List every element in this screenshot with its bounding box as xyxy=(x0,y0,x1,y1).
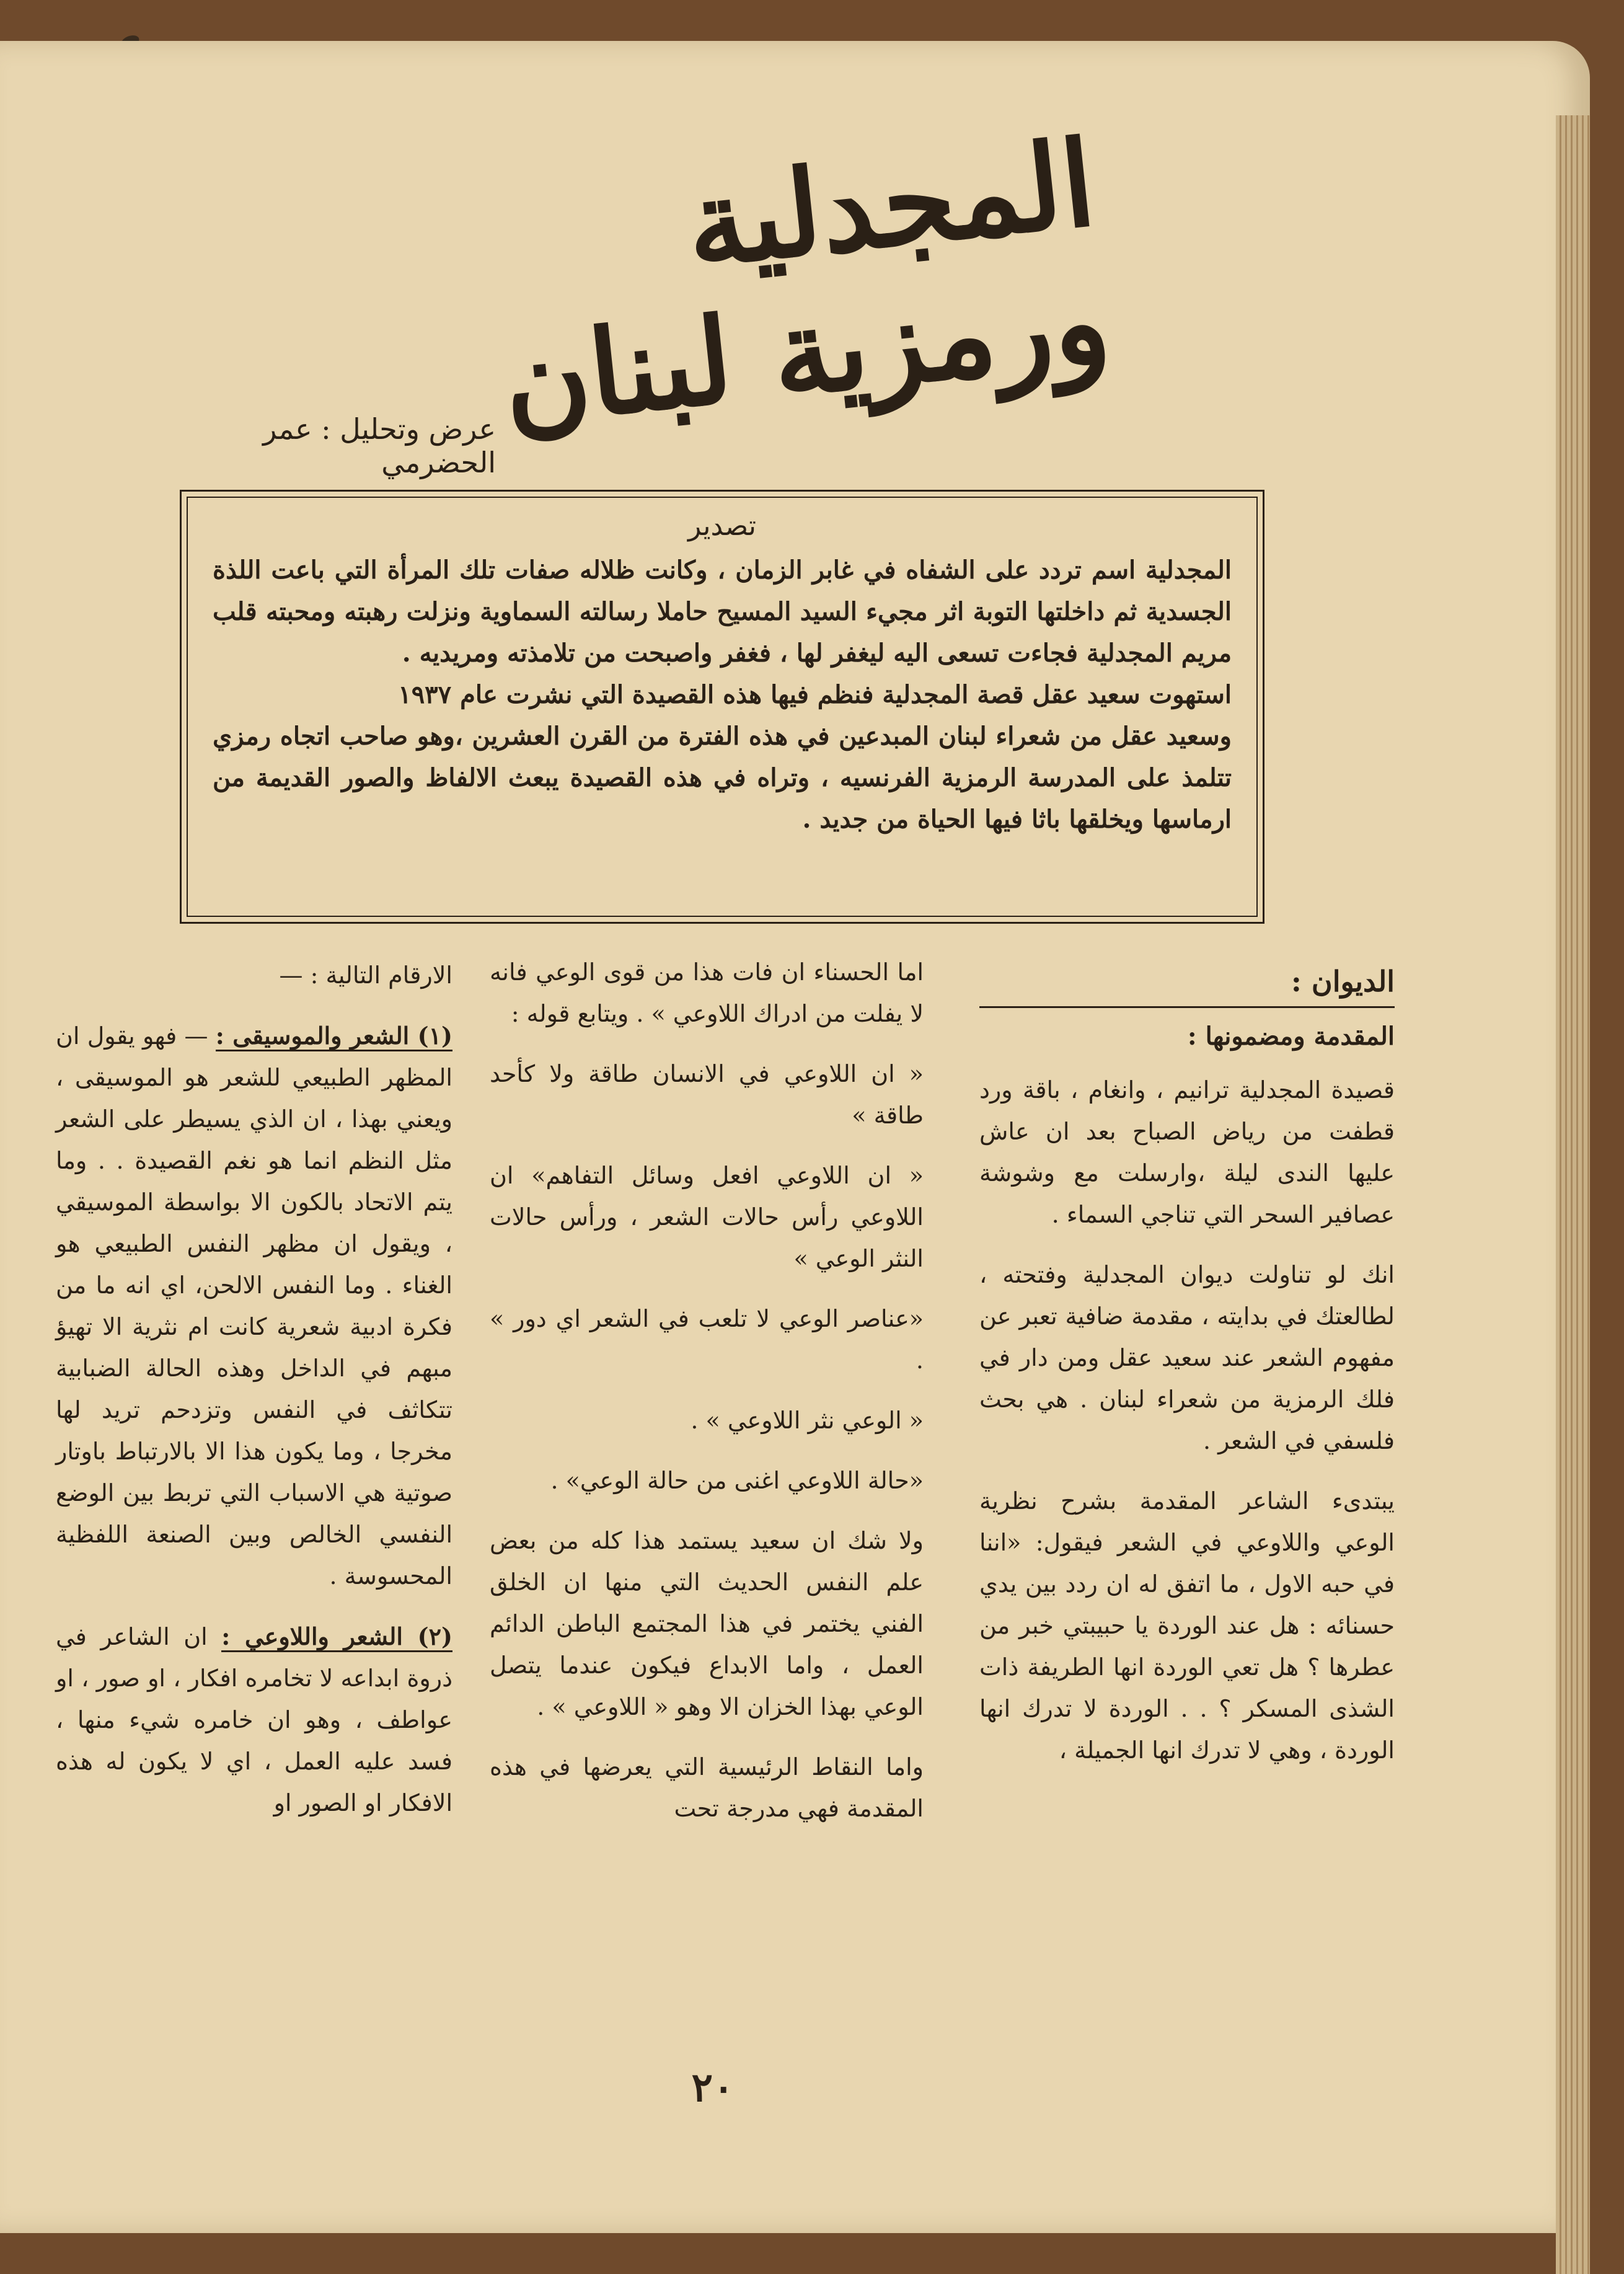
byline: عرض وتحليل : عمر الحضرمي xyxy=(263,412,496,479)
page-number: ٢٠ xyxy=(691,2064,735,2111)
paragraph: ولا شك ان سعيد يستمد هذا كله من بعض علم النفس الحديث التي منها ان الخلق الفني يختمر في هذا المجتمع الباطن الدائم العمل ، واما الابداع فيكون عندما يتصل الوعي بهذا الخزان الا وهو « اللاوعي » . xyxy=(490,1527,924,1720)
quote: « ان اللاوعي في الانسان طاقة ولا كأحد طاقة » xyxy=(490,1060,924,1129)
section-rule xyxy=(979,1006,1395,1008)
paragraph: قصيدة المجدلية ترانيم ، وانغام ، باقة ورد قطفت من رياض الصباح بعد ان عاش عليها الندى ليلة ،وارسلت مع وشوشة عصافير السحر التي تناجي السماء . xyxy=(979,1076,1395,1228)
section-title-diwan: الديوان : xyxy=(1291,965,1395,998)
item-1-text: — فهو يقول ان المظهر الطبيعي للشعر هو الموسيقى ، ويعني بهذا ، ان الذي يسيطر على الشعر مثل النظم انما هو نغم القصيدة . . وما يتم الاتحاد بالكون الا بواسطة الموسيقي ، ويقول ان مظهر النفس الطبيعي هو الغناء . وما النفس الالحن، اي انه ما من فكرة ادبية شعرية كانت ام نثرية الا تهيؤ مبهم في الداخل وهذه الحالة الضبابية تتكاثف في النفس وتزدحم تريد لها مخرجا ، وما يكون هذا الا بالارتباط باوتار صوتية هي الاسباب التي تربط بين الوضع النفسي الخالص وبين الصنعة اللفظية المحسوسة . xyxy=(56,1022,452,1590)
item-1 xyxy=(56,1015,452,1597)
column-middle xyxy=(490,952,924,1848)
item-2-heading: (٢) الشعر واللاوعي : xyxy=(221,1622,452,1652)
subsection-title: المقدمة ومضمونها : xyxy=(1187,1022,1395,1051)
paragraph: يبتدىء الشاعر المقدمة بشرح نظرية الوعي واللاوعي في الشعر فيقول: «اننا في حبه الاول ، ما اتفق له ان ردد بين يدي حسنائه : هل عند الوردة يا حبيبتي خبر من عطرها ؟ هل تعي الوردة انها الطريفة ذات الشذى المسكر ؟ . . الوردة لا تدرك انها الوردة ، وهي لا تدرك انها الجميلة ، xyxy=(979,1487,1395,1764)
intro-paragraph: وسعيد عقل من شعراء لبنان المبدعين في هذه الفترة من القرن العشرين ،وهو صاحب اتجاه رمزي تتلمذ على المدرسة الرمزية الفرنسيه ، وتراه في هذه القصيدة يبعث الالفاظ والصور القديمة من ارماسها ويخلقها باثا فيها الحياة من جديد . xyxy=(213,722,1232,834)
quote: «عناصر الوعي لا تلعب في الشعر اي دور » . xyxy=(490,1305,924,1374)
article-title: المجدلية ورمزية لبنان xyxy=(496,113,1116,453)
page-edges xyxy=(1556,115,1590,2274)
quote: «حالة اللاوعي اغنى من حالة الوعي» . xyxy=(550,1467,924,1494)
paragraph: واما النقاط الرئيسية التي يعرضها في هذه المقدمة فهي مدرجة تحت xyxy=(490,1753,924,1822)
paragraph: الارقام التالية : — xyxy=(279,962,452,989)
intro-box xyxy=(180,490,1264,924)
item-1-heading: (١) الشعر والموسيقى : xyxy=(216,1022,452,1051)
item-2-text: ان الشاعر في ذروة ابداعه لا تخامره افكار ، او صور ، او عواطف ، وهو ان خامره شيء منها ، فسد عليه العمل ، اي لا يكون له هذه الافكار او الصور او xyxy=(56,1623,452,1816)
quote: « ان اللاوعي افعل وسائل التفاهم» ان اللاوعي رأس حالات الشعر ، ورأس حالات النثر الوعي » xyxy=(490,1162,924,1272)
item-2 xyxy=(56,1616,452,1824)
column-left xyxy=(56,955,452,1843)
quote: « الوعي نثر اللاوعي » . xyxy=(691,1407,924,1434)
intro-box-inner xyxy=(187,497,1258,917)
column-right xyxy=(979,961,1395,1790)
intro-heading: تصدير xyxy=(687,510,757,542)
intro-paragraph: استهوت سعيد عقل قصة المجدلية فنظم فيها هذه القصيدة التي نشرت عام ١٩٣٧ xyxy=(398,680,1232,709)
paragraph: اما الحسناء ان فات هذا من قوى الوعي فانه لا يفلت من ادراك اللاوعي » . ويتابع قوله : xyxy=(490,958,924,1027)
paragraph: انك لو تناولت ديوان المجدلية وفتحته ، لطالعتك في بدايته ، مقدمة ضافية تعبر عن مفهوم الشعر عند سعيد عقل ومن دار في فلك الرمزية من شعراء لبنان . هي بحث فلسفي في الشعر . xyxy=(979,1261,1395,1454)
intro-paragraph: المجدلية اسم تردد على الشفاه في غابر الزمان ، وكانت ظلاله صفات تلك المرأة التي باعت اللذة الجسدية ثم داخلتها التوبة اثر مجيء السيد المسيح حاملا رسالته السماوية ونزلت رهبته ومحبته قلب مريم المجدلية فجاءت تسعى اليه ليغفر لها ، فغفر واصبحت من تلامذته ومريديه . xyxy=(213,555,1232,668)
